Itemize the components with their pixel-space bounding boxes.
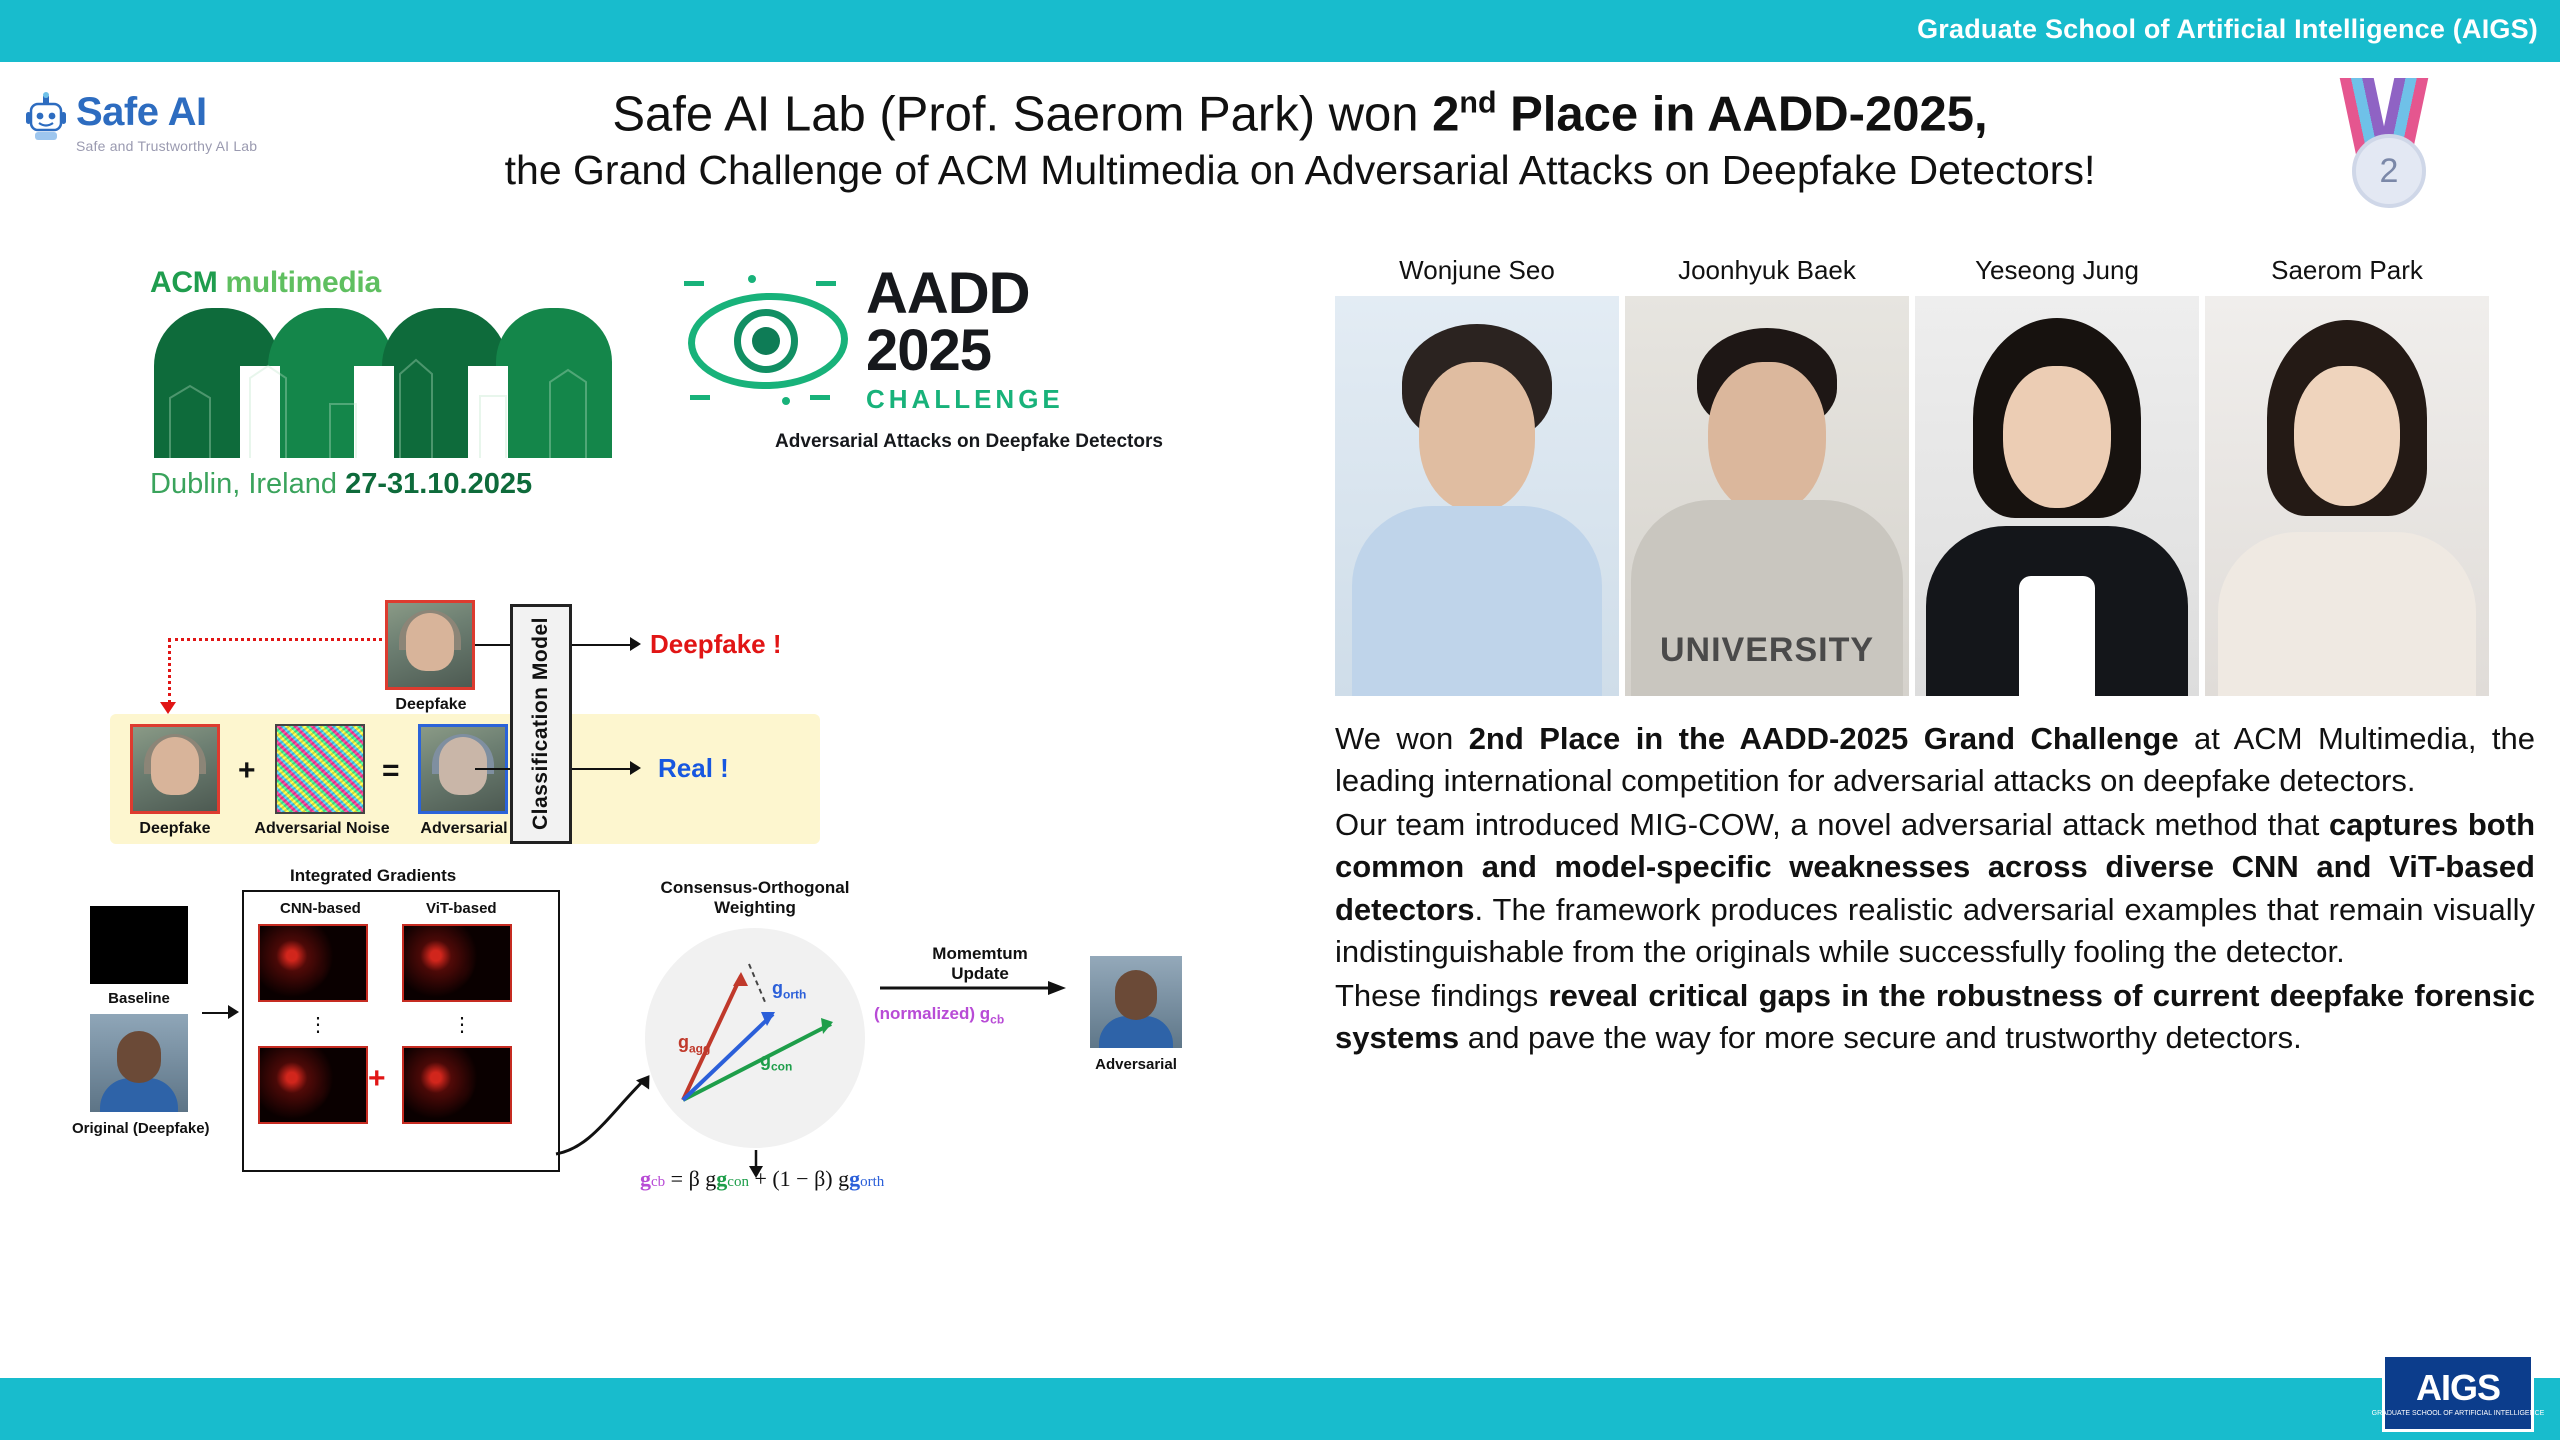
integrated-gradients-title: Integrated Gradients	[290, 866, 457, 885]
plus-sign-red: +	[368, 1062, 386, 1095]
adversarial-caption: Adversarial	[420, 820, 508, 837]
medal-rank: 2	[2352, 134, 2426, 208]
cow-formula: gcb = β ggcon + (1 − β) ggorth	[640, 1166, 885, 1191]
original-deepfake-image	[90, 1014, 188, 1112]
p2-a: Our team introduced MIG-COW, a novel adversarial attack method that	[1335, 807, 2330, 843]
connector-bottom-out	[572, 768, 632, 770]
aadd-2025-logo	[684, 261, 1254, 453]
momentum-line1: Momemtum	[932, 944, 1028, 963]
title-line-1-b: 2	[1432, 87, 1460, 142]
person-card	[1625, 255, 1909, 696]
normalized-gcb-label: (normalized) $g_{cb}$	[874, 1004, 1005, 1027]
arrow-head-bottom-out	[630, 761, 641, 775]
g-orth-label: $g_{orth}$	[772, 978, 807, 1002]
title-line-1-c: Place in AADD-2025,	[1496, 87, 1988, 142]
paragraph-2	[1335, 804, 2535, 973]
avatar	[1915, 296, 2199, 696]
dublin-skyline-icon	[150, 308, 620, 458]
safe-ai-lab-logo	[22, 92, 257, 154]
p2-b: captures both common and model-specific weaknesses across diverse CNN and ViT-based detectors	[1335, 807, 2536, 927]
noise-caption: Adversarial Noise	[254, 820, 390, 837]
adversarial-output-image	[1090, 956, 1182, 1048]
safe-ai-logo-main: Safe AI	[76, 90, 207, 134]
acm-logo-multimedia: multimedia	[225, 266, 381, 299]
acm-logo-acm: ACM	[150, 266, 218, 299]
heatmap-vit-1	[402, 924, 512, 1002]
momentum-line2: Update	[951, 964, 1009, 984]
team-photos	[1335, 255, 2535, 696]
safe-ai-lab-wordmark	[76, 92, 257, 154]
bottom-banner	[0, 1378, 2560, 1440]
person-name: Wonjune Seo	[1399, 255, 1555, 285]
connector-bottom-in	[475, 768, 515, 770]
ellipsis-vit: ⋮	[452, 1014, 474, 1036]
ellipsis-cnn: ⋮	[308, 1014, 330, 1036]
deepfake-image	[130, 724, 220, 814]
paragraph-3	[1335, 975, 2535, 1059]
shirt-text: UNIVERSITY	[1659, 631, 1875, 669]
deepfake-caption: Deepfake	[139, 820, 211, 837]
cnn-based-label: CNN-based	[280, 900, 361, 917]
aadd-logo-year: 2025	[866, 317, 992, 383]
heatmap-cnn-2	[258, 1046, 368, 1124]
p3-a: These findings	[1335, 977, 1549, 1013]
aadd-logo-challenge: CHALLENGE	[866, 383, 1064, 414]
g-con-label: $g_{con}$	[760, 1050, 793, 1074]
avatar	[1625, 296, 1909, 696]
connector-top-out	[572, 644, 632, 646]
avatar	[2205, 296, 2489, 696]
acm-city: Dublin, Ireland	[150, 468, 346, 500]
feedback-arrow-horizontal	[168, 638, 382, 641]
aigs-logo-main: AIGS	[2415, 1366, 2500, 1408]
acm-dates: 27-31.10.2025	[345, 468, 533, 500]
medal-icon	[2330, 78, 2450, 213]
feedback-arrow-vertical	[168, 638, 171, 704]
p1-b: 2nd Place in the AADD-2025 Grand Challenge	[1468, 721, 2179, 756]
acm-logo-top	[150, 266, 640, 300]
p2-c: . The framework produces realistic adversarial examples that remain visually indistinguishable from the originals while successfully fooling the detector.	[1335, 891, 2535, 969]
feedback-arrow-head	[160, 702, 176, 714]
adversarial-output-caption: Adversarial	[1095, 1056, 1177, 1073]
robot-icon	[22, 92, 70, 144]
p1-a: We won	[1335, 721, 1469, 756]
person-name: Saerom Park	[2271, 255, 2423, 285]
connector-top-in	[475, 644, 513, 646]
baseline-image	[90, 906, 188, 984]
title-line-2: the Grand Challenge of ACM Multimedia on Adversarial Attacks on Deepfake Detectors!	[504, 147, 2096, 194]
output-deepfake: Deepfake !	[650, 629, 782, 659]
g-agg-label: $g_{agg}$	[678, 1032, 711, 1056]
mig-cow-method-figure	[72, 866, 1280, 1196]
title-line-1	[300, 86, 2300, 142]
cow-title	[640, 878, 870, 919]
summary-text	[1335, 718, 2535, 1061]
classification-model-label: Classification Model	[529, 617, 552, 831]
p3-b: reveal critical gaps in the robustness of current deepfake forensic systems	[1335, 977, 2536, 1056]
person-card	[1915, 255, 2199, 696]
baseline-caption: Baseline	[108, 990, 170, 1007]
p1-c: at ACM Multimedia, the leading international competition for adversarial attacks on deepfake detectors.	[1335, 721, 2535, 799]
aigs-logo-sub: GRADUATE SCHOOL OF ARTIFICIAL INTELLIGENCE	[2371, 1409, 2545, 1417]
safe-ai-logo-sub: Safe and Trustworthy AI Lab	[76, 138, 258, 154]
connector-baseline-to-ig	[202, 1012, 230, 1014]
deepfake-image-top	[385, 600, 475, 690]
cow-title-line2: Weighting	[714, 898, 796, 918]
page-title	[300, 86, 2300, 195]
person-name: Joonhyuk Baek	[1678, 255, 1856, 285]
arrow-to-adversarial	[880, 978, 1070, 998]
deepfake-top-caption: Deepfake	[395, 696, 467, 713]
cow-title-line1: Consensus-Orthogonal	[660, 878, 850, 897]
conference-logos	[150, 261, 1254, 501]
p3-c: and pave the way for more secure and trustworthy detectors.	[1459, 1020, 2302, 1056]
heatmap-cnn-1	[258, 924, 368, 1002]
top-banner-title: Graduate School of Artificial Intelligence (AIGS)	[1917, 14, 2538, 44]
attack-pipeline-diagram	[110, 596, 910, 866]
top-banner	[0, 0, 2560, 62]
equals-sign: =	[382, 754, 400, 787]
person-card	[2205, 255, 2489, 696]
aadd-logo-caption: Adversarial Attacks on Deepfake Detectors	[775, 430, 1163, 452]
arrow-head-to-ig	[228, 1005, 239, 1019]
original-caption: Original (Deepfake)	[72, 1120, 210, 1137]
aadd-logo-name: AADD	[866, 261, 1030, 326]
arrow-head-top-out	[630, 637, 641, 651]
paragraph-1	[1335, 718, 2535, 802]
title-line-1-sup: nd	[1459, 86, 1497, 120]
person-name: Yeseong Jung	[1975, 255, 2139, 285]
classification-model-box	[510, 604, 572, 844]
plus-sign: +	[238, 754, 256, 787]
acm-multimedia-logo	[150, 266, 640, 501]
person-card	[1335, 255, 1619, 696]
heatmap-vit-2	[402, 1046, 512, 1124]
circuit-eye-icon	[684, 271, 852, 409]
adversarial-noise-image	[275, 724, 365, 814]
vit-based-label: ViT-based	[426, 900, 497, 917]
title-line-1-a: Safe AI Lab (Prof. Saerom Park) won	[612, 87, 1433, 142]
aigs-footer-logo	[2371, 1354, 2545, 1432]
output-real: Real !	[658, 753, 729, 783]
acm-mm-mark-icon	[150, 308, 620, 458]
acm-logo-location	[150, 468, 640, 501]
avatar	[1335, 296, 1619, 696]
